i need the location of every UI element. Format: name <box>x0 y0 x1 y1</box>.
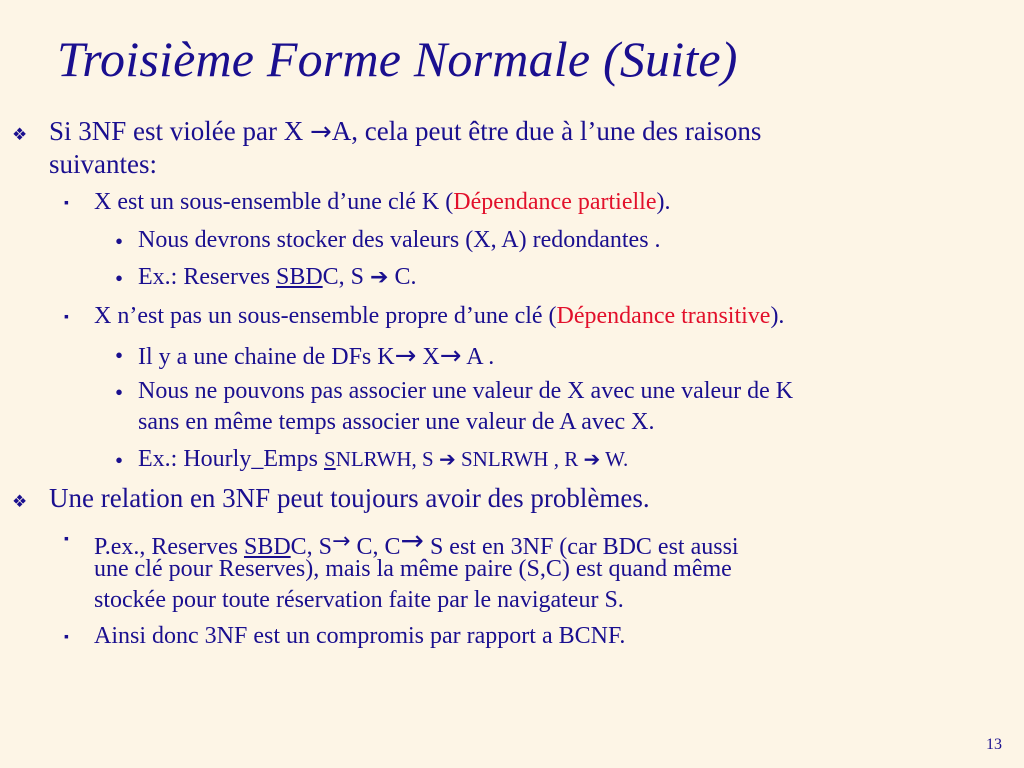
bullet-example-3nf-cont1: une clé pour Reserves), mais la même paire (S,C) est quand même <box>94 556 732 582</box>
bullet-example-reserves: Ex.: Reserves SBDC, S ➔ C. <box>138 264 417 290</box>
bullet-square-icon: ▪ <box>64 532 69 547</box>
bullet-dot-icon: • <box>115 343 124 368</box>
bullet-3nf-problems: Une relation en 3NF peut toujours avoir des problèmes. <box>49 483 650 513</box>
arrow-icon: → <box>400 524 424 557</box>
bullet-example-3nf: P.ex., Reserves SBDC, S→ C, C→ S est en 3NF (car BDC est aussi <box>94 524 739 560</box>
bullet-df-chain: Il y a une chaine de DFs K→ X→ A . <box>138 341 495 371</box>
arrow-icon: ➔ <box>370 265 389 290</box>
bullet-square-icon: ▪ <box>64 196 69 211</box>
bullet-example-hourly-emps: Ex.: Hourly_Emps SNLRWH, S ➔ SNLRWH , R ➔ W. <box>138 446 629 472</box>
term-transitive-dependency: Dépendance transitive <box>556 303 771 329</box>
arrow-icon: → <box>439 341 462 371</box>
bullet-cannot-associate: Nous ne pouvons pas associer une valeur de X avec une valeur de K <box>138 378 794 404</box>
arrow-icon: ➔ <box>438 447 456 471</box>
bullet-square-icon: ▪ <box>64 630 69 645</box>
arrow-icon: → <box>394 341 417 371</box>
bullet-3nf-violation-cont: suivantes: <box>49 149 157 179</box>
bullet-cannot-associate-cont: sans en même temps associer une valeur de A avec X. <box>138 409 655 435</box>
bullet-transitive-dependency: X n’est pas un sous-ensemble propre d’une clé (Dépendance transitive). <box>94 303 785 329</box>
bullet-dot-icon: • <box>115 380 124 405</box>
bullet-square-icon: ▪ <box>64 310 69 325</box>
arrow-icon: ➔ <box>583 447 601 471</box>
bullet-dot-icon: • <box>115 448 124 473</box>
arrow-icon: → <box>309 117 332 147</box>
bullet-diamond-icon: ❖ <box>12 125 28 144</box>
bullet-compromise: Ainsi donc 3NF est un compromis par rapport a BCNF. <box>94 623 626 649</box>
bullet-diamond-icon: ❖ <box>12 492 28 511</box>
bullet-partial-dependency: X est un sous-ensemble d’une clé K (Dépendance partielle). <box>94 189 671 215</box>
bullet-3nf-violation: Si 3NF est violée par X →A, cela peut être due à l’une des raisons <box>49 116 762 147</box>
bullet-dot-icon: • <box>115 229 124 254</box>
page-number: 13 <box>986 736 1002 753</box>
bullet-dot-icon: • <box>115 266 124 291</box>
arrow-icon: → <box>332 529 351 554</box>
bullet-example-3nf-cont2: stockée pour toute réservation faite par le navigateur S. <box>94 587 624 613</box>
slide-title: Troisième Forme Normale (Suite) <box>57 31 738 87</box>
term-partial-dependency: Dépendance partielle <box>453 189 657 215</box>
bullet-redundant-values: Nous devrons stocker des valeurs (X, A) redondantes . <box>138 227 661 253</box>
